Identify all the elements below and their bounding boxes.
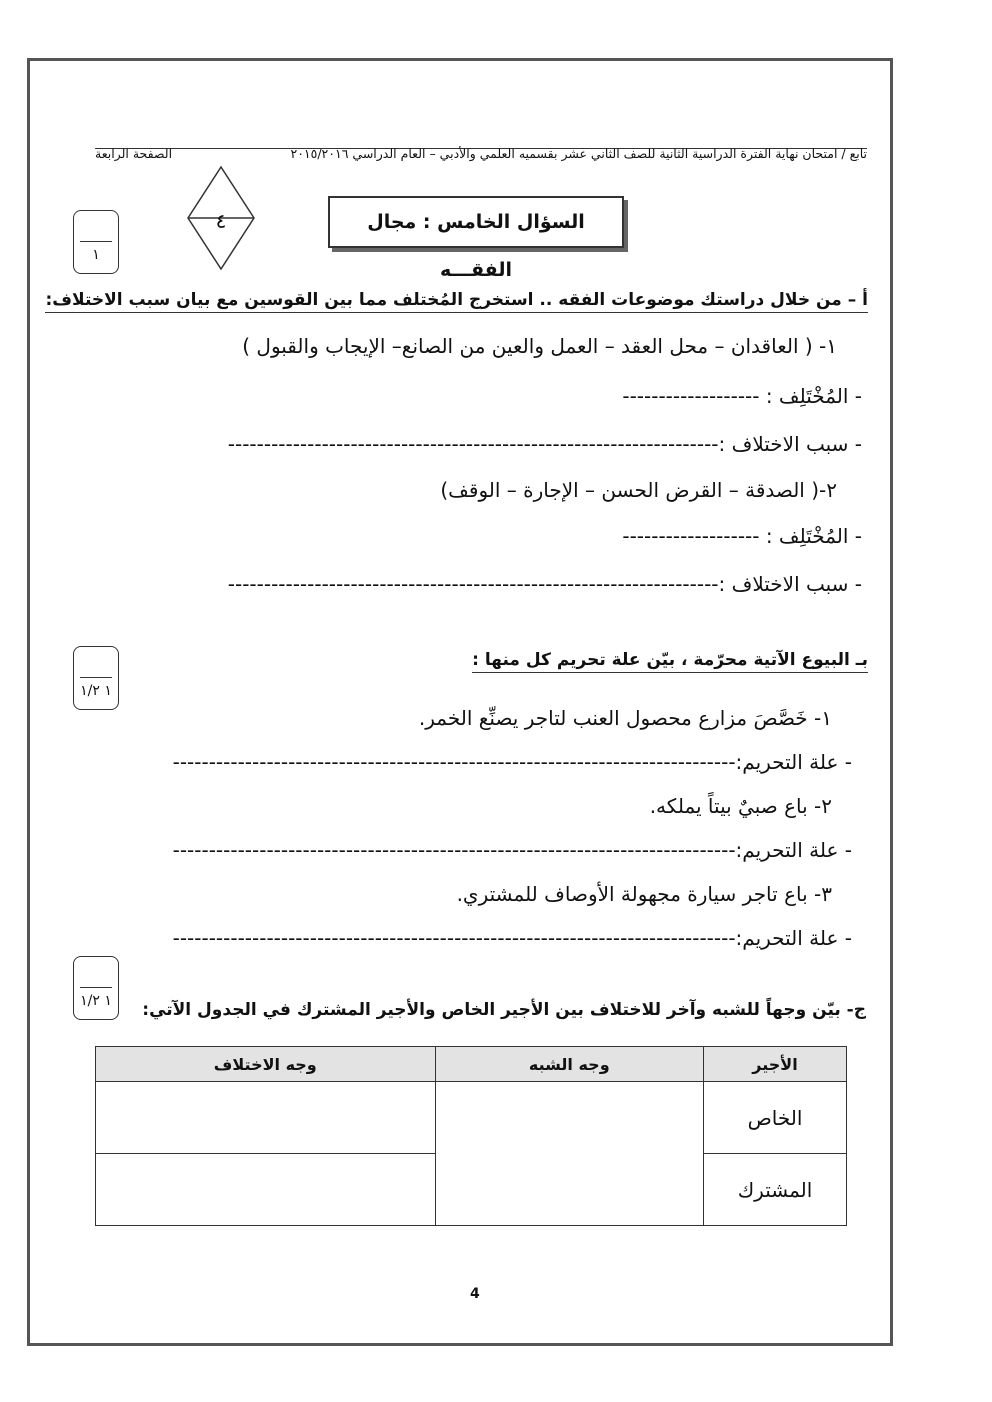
part-a-instruction: أ – من خلال دراستك موضوعات الفقه .. استخرج المُختلف مما بين القوسين مع بيان سبب الاختلاف: xyxy=(45,290,868,313)
part-b-score-box xyxy=(73,646,119,710)
part-b-item-1-cause: - علة التحريم:------------------------------------------------------------------------------ xyxy=(172,750,852,774)
exam-header xyxy=(95,146,867,161)
part-b-mark: ١ ١/٢ xyxy=(80,683,112,699)
row-label: الخاص xyxy=(704,1082,847,1154)
header-page-label: الصفحة الرابعة xyxy=(95,146,173,161)
part-b-item-2: ٢- باع صبيٌ بيتاً يملكه. xyxy=(649,794,832,818)
table-header-row xyxy=(96,1047,847,1082)
table-row xyxy=(96,1082,847,1154)
part-b-item-3-cause: - علة التحريم:------------------------------------------------------------------------------ xyxy=(172,926,852,950)
part-a-item-1: ١- ( العاقدان – محل العقد – العمل والعين من الصانع– الإيجاب والقبول ) xyxy=(242,334,837,358)
total-mark: ٤ xyxy=(215,209,227,233)
question-title: السؤال الخامس : مجال الفقـــه xyxy=(328,196,624,248)
page-number: 4 xyxy=(470,1286,480,1302)
part-c-instruction: ج- بيّن وجهاً للشبه وآخر للاختلاف بين الأجير الخاص والأجير المشترك في الجدول الآتي: xyxy=(142,1000,866,1020)
column-header: وجه الاختلاف xyxy=(96,1047,436,1082)
part-a-item-1-reason: - سبب الاختلاف :-------------------------------------------------------------------- xyxy=(227,432,862,456)
part-a-item-2: ٢-( الصدقة – القرض الحسن – الإجارة – الوقف) xyxy=(440,478,837,502)
part-a-mark: ١ xyxy=(92,247,100,263)
total-mark-diamond xyxy=(186,165,256,271)
part-b-item-2-cause: - علة التحريم:------------------------------------------------------------------------------ xyxy=(172,838,852,862)
part-a-item-1-odd: - المُخْتَلِف : ------------------- xyxy=(622,384,862,408)
part-a-item-2-reason: - سبب الاختلاف :-------------------------------------------------------------------- xyxy=(227,572,862,596)
header-title: تابع / امتحان نهاية الفترة الدراسية الثانية للصف الثاني عشر بقسميه العلمي والأدبي – العام الدراسي ٢٠١٥/٢٠١٦ xyxy=(290,146,867,161)
part-b-instruction: بـ البيوع الآتية محرّمة ، بيّن علة تحريم كل منها : xyxy=(472,650,868,673)
part-a-item-2-odd: - المُخْتَلِف : ------------------- xyxy=(622,524,862,548)
part-b-item-1: ١- خَصَّصَ مزارع محصول العنب لتاجر يصنِّع الخمر. xyxy=(418,706,832,730)
part-c-mark: ١ ١/٢ xyxy=(80,993,112,1009)
part-b-item-3: ٣- باع تاجر سيارة مجهولة الأوصاف للمشتري. xyxy=(456,882,832,906)
column-header: الأجير xyxy=(704,1047,847,1082)
comparison-table xyxy=(95,1046,847,1226)
part-a-score-box xyxy=(73,210,119,274)
difference-answer-cell[interactable] xyxy=(96,1082,436,1154)
difference-answer-cell[interactable] xyxy=(96,1154,436,1226)
column-header: وجه الشبه xyxy=(435,1047,703,1082)
part-c-score-box xyxy=(73,956,119,1020)
similarity-answer-cell[interactable] xyxy=(435,1082,703,1226)
row-label: المشترك xyxy=(704,1154,847,1226)
